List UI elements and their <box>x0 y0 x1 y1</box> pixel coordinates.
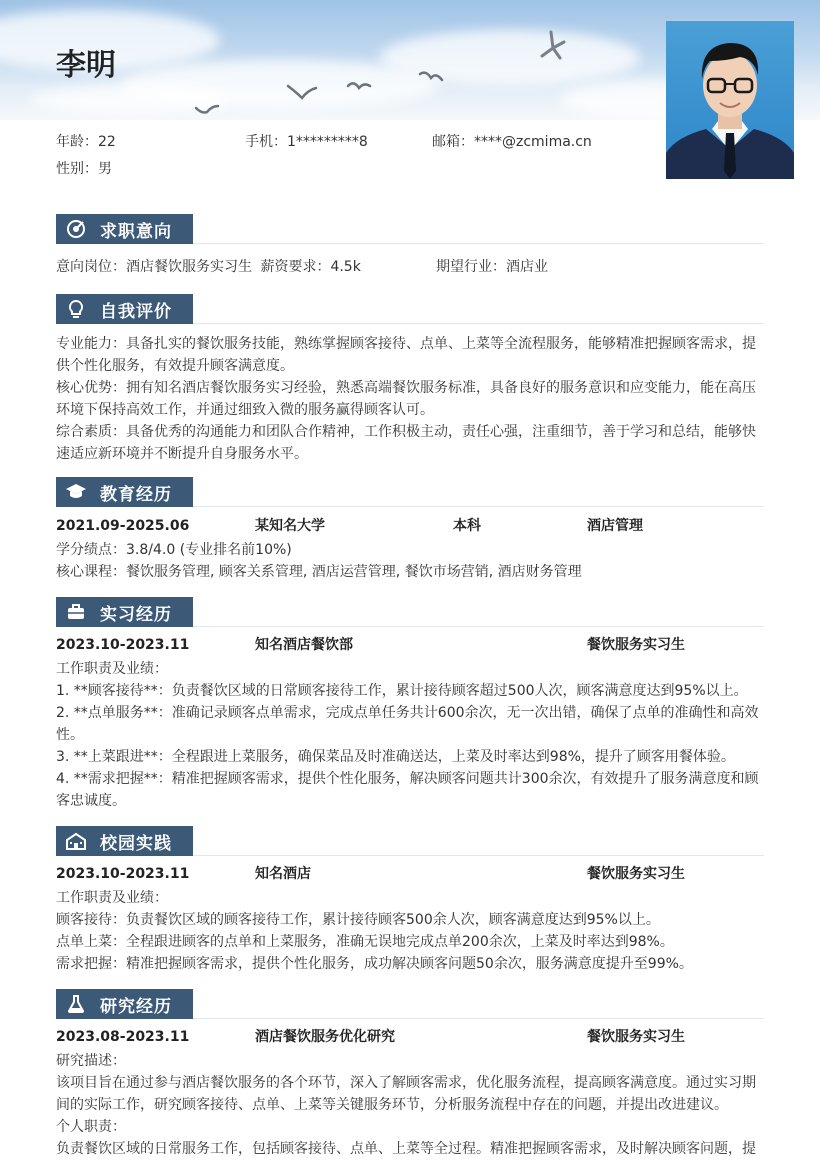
internship-company: 知名酒店餐饮部 <box>255 637 353 653</box>
lightbulb-icon <box>60 294 92 324</box>
phone-field: 手机：1*********8 <box>245 134 368 150</box>
internship-intro: 工作职责及业绩： <box>56 661 168 677</box>
section-header-internship <box>56 597 193 627</box>
section-header-self-eval <box>56 294 193 324</box>
graduation-cap-icon <box>60 477 92 507</box>
self-eval-paragraph: 专业能力：具备扎实的餐饮服务技能，熟练掌握顾客接待、点单、上菜等全流程服务，能够精准把握顾客需求，提供个性化服务，有效提升顾客满意度。 <box>56 336 756 374</box>
intent-position: 意向岗位：酒店餐饮服务实习生 <box>56 259 252 275</box>
research-duty: 负责餐饮区域的日常服务工作，包括顾客接待、点单、上菜等全过程。精准把握顾客需求，及时解决顾客问题，提 <box>56 1141 756 1157</box>
section-title: 校园实践 <box>100 833 172 854</box>
target-icon <box>60 214 92 244</box>
internship-role: 餐饮服务实习生 <box>587 637 685 653</box>
campus-intro: 工作职责及业绩： <box>56 890 168 906</box>
bird-icon <box>538 28 568 62</box>
bird-icon <box>418 70 444 84</box>
bird-icon <box>286 84 318 102</box>
internship-date: 2023.10-2023.11 <box>56 637 190 653</box>
campus-org: 知名酒店 <box>255 866 311 882</box>
profile-photo <box>666 21 794 179</box>
education-gpa: 学分绩点：3.8/4.0 (专业排名前10%) <box>56 542 292 558</box>
section-title: 实习经历 <box>100 604 172 625</box>
briefcase-icon <box>60 597 92 627</box>
campus-item: 需求把握：精准把握顾客需求，提供个性化服务，成功解决顾客问题50余次，服务满意度提升至99%。 <box>56 956 693 972</box>
email-field: 邮箱：****@zcmima.cn <box>432 134 592 150</box>
section-title: 自我评价 <box>100 301 172 322</box>
bird-icon <box>346 80 372 94</box>
campus-role: 餐饮服务实习生 <box>587 866 685 882</box>
campus-item: 顾客接待：负责餐饮区域的顾客接待工作，累计接待顾客500余人次，顾客满意度达到95%以上。 <box>56 912 660 928</box>
gender-field: 性别：男 <box>56 161 112 177</box>
research-desc-label: 研究描述： <box>56 1053 126 1069</box>
flask-icon <box>60 989 92 1019</box>
self-eval-paragraph: 综合素质：具备优秀的沟通能力和团队合作精神，工作积极主动，责任心强，注重细节，善于学习和总结，能够快速适应新环境并不断提升自身服务水平。 <box>56 424 756 462</box>
section-header-education <box>56 477 193 507</box>
internship-item: 2. **点单服务**：准确记录顾客点单需求，完成点单任务共计600余次，无一次出错，确保了点单的准确性和高效性。 <box>56 705 759 743</box>
education-major: 酒店管理 <box>587 518 643 534</box>
education-courses: 核心课程：餐饮服务管理, 顾客关系管理, 酒店运营管理, 餐饮市场营销, 酒店财务管理 <box>56 564 582 580</box>
intent-industry: 期望行业：酒店业 <box>436 259 548 275</box>
education-degree: 本科 <box>453 518 481 534</box>
research-project: 酒店餐饮服务优化研究 <box>255 1029 395 1045</box>
research-role: 餐饮服务实习生 <box>587 1029 685 1045</box>
section-header-research <box>56 989 193 1019</box>
school-building-icon <box>60 826 92 856</box>
section-title: 求职意向 <box>100 221 172 242</box>
research-desc: 该项目旨在通过参与酒店餐饮服务的各个环节，深入了解顾客需求，优化服务流程，提高顾客满意度。通过实习期间的实际工作，研究顾客接待、点单、上菜等关键服务环节，分析服务流程中存在的问题，并提出改进建议。 <box>56 1075 756 1113</box>
section-header-intent <box>56 214 193 244</box>
research-date: 2023.08-2023.11 <box>56 1029 190 1045</box>
campus-item: 点单上菜：全程跟进顾客的点单和上菜服务，准确无误地完成点单200余次，上菜及时率达到98%。 <box>56 934 674 950</box>
internship-item: 1. **顾客接待**：负责餐饮区域的日常顾客接待工作，累计接待顾客超过500人次，顾客满意度达到95%以上。 <box>56 683 748 699</box>
campus-date: 2023.10-2023.11 <box>56 866 190 882</box>
self-eval-paragraph: 核心优势：拥有知名酒店餐饮服务实习经验，熟悉高端餐饮服务标准，具备良好的服务意识和应变能力，能在高压环境下保持高效工作，并通过细致入微的服务赢得顾客认可。 <box>56 380 756 418</box>
section-title: 研究经历 <box>100 996 172 1017</box>
intent-row <box>56 256 766 278</box>
internship-item: 3. **上菜跟进**：全程跟进上菜服务，确保菜品及时准确送达，上菜及时率达到98%，提升了顾客用餐体验。 <box>56 749 735 765</box>
education-date: 2021.09-2025.06 <box>56 518 190 534</box>
age-field: 年龄：22 <box>56 134 116 150</box>
internship-item: 4. **需求把握**：精准把握顾客需求，提供个性化服务，解决顾客问题共计300余次，有效提升了服务满意度和顾客忠诚度。 <box>56 771 759 809</box>
research-duty-label: 个人职责： <box>56 1119 126 1135</box>
education-school: 某知名大学 <box>255 518 325 534</box>
candidate-name: 李明 <box>56 48 116 83</box>
intent-salary: 薪资要求：4.5k <box>260 259 361 275</box>
section-title: 教育经历 <box>100 484 172 505</box>
section-header-campus <box>56 826 193 856</box>
bird-icon <box>194 104 220 116</box>
